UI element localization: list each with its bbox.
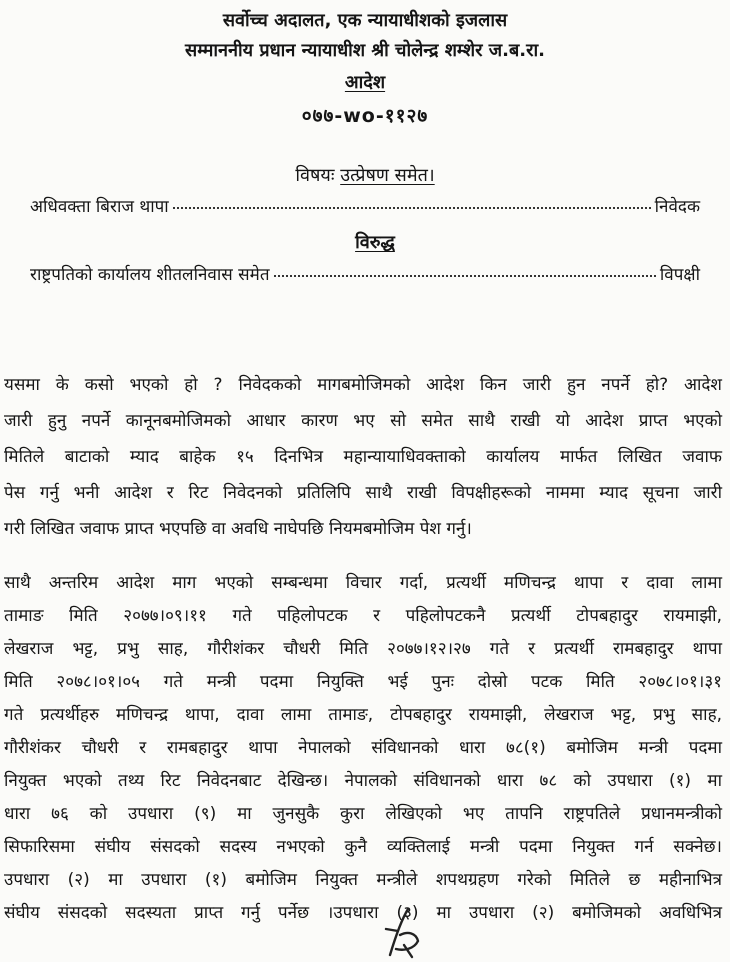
subject-label: विषयः xyxy=(295,165,335,186)
paragraph-line: गते प्रत्यर्थीहरु मणिचन्द्र थापा, दावा लामा तामाङ, टोपबहादुर रायमाझी, लेखराज भट्ट, प्रभु साह, xyxy=(4,705,722,725)
paragraph-line: मिति २०७८।०१।०५ गते मन्त्री पदमा नियुक्ति भई पुनः दोस्रो पटक मिति २०७८।०१।३१ xyxy=(4,672,722,692)
court-bench-title: सर्वोच्च अदालत, एक न्यायाधीशको इजलास xyxy=(222,10,508,31)
paragraph-line: यसमा के कसो भएको हो ? निवेदकको मागबमोजिमको आदेश किन जारी हुन नपर्ने हो? आदेश xyxy=(4,375,722,395)
paragraph-line: तामाङ मिति २०७७।०९।११ गते पहिलोपटक र पहिलोपटकनै प्रत्यर्थी टोपबहादुर रायमाझी, xyxy=(4,606,722,626)
petitioner-role: निवेदक xyxy=(654,197,700,217)
subject-line xyxy=(0,163,730,187)
subject-value: उत्प्रेषण समेत। xyxy=(340,165,435,186)
order-heading: आदेश xyxy=(344,72,386,93)
case-number: ०७७-wo-११२७ xyxy=(301,105,429,127)
paragraph-line: उपधारा (२) मा उपधारा (१) बमोजिम नियुक्त मन्त्रीले शपथग्रहण गरेको मितिले छ महीनाभित्र xyxy=(4,870,722,890)
respondent-line xyxy=(30,262,700,285)
respondent-role: विपक्षी xyxy=(659,265,700,285)
paragraph-line: नियुक्त भएको तथ्य रिट निवेदनबाट देखिन्छ। नेपालको संविधानको धारा ७८ को उपधारा (१) मा xyxy=(4,771,722,791)
paragraph-line: धारा ७६ को उपधारा (९) मा जुनसुकै कुरा लेखिएको भए तापनि राष्ट्रपतिले प्रधानमन्त्रीको xyxy=(4,804,722,824)
paragraph-line: जारी हुनु नपर्ने कानूनबमोजिमको आधार कारण भए सो समेत साथै राखी यो आदेश प्राप्त भएको xyxy=(4,411,722,431)
respondent-name: राष्ट्रपतिको कार्यालय शीतलनिवास समेत xyxy=(30,265,270,285)
paragraph-line: गरी लिखित जवाफ प्राप्त भएपछि वा अवधि नाघेपछि नियमबमोजिम पेश गर्नु। xyxy=(4,519,472,539)
paragraph-line: लेखराज भट्ट, प्रभु साह, गौरीशंकर चौधरी मिति २०७७।१२।२७ गते र प्रत्यर्थी रामबहादुर थापा xyxy=(4,639,722,659)
paragraph-line: गौरीशंकर चौधरी र रामबहादुर थापा नेपालको संविधानको धारा ७८(१) बमोजिम मन्त्री पदमा xyxy=(4,738,722,758)
dotted-leader xyxy=(173,207,651,209)
paragraph-line: संघीय संसदको सदस्यता प्राप्त गर्नु पर्नेछ ।उपधारा (३) मा उपधारा (२) बमोजिमको अवधिभित्र xyxy=(4,903,722,923)
petitioner-name: अधिवक्ता बिराज थापा xyxy=(30,197,169,217)
paragraph-line: मितिले बाटाको म्याद बाहेक १५ दिनभित्र महान्यायाधिवक्ताको कार्यालय मार्फत लिखित जवाफ xyxy=(4,447,722,467)
dotted-leader xyxy=(274,275,656,277)
handwritten-signature xyxy=(378,905,428,962)
paragraph-line: पेस गर्नु भनी आदेश र रिट निवेदनको प्रतिलिपि साथै राखी विपक्षीहरूको नाममा म्याद सूचना जारी xyxy=(4,483,722,503)
versus-heading: विरुद्ध xyxy=(355,232,395,253)
chief-justice-line: सम्माननीय प्रधान न्यायाधीश श्री चोलेन्द्र शम्शेर ज.ब.रा. xyxy=(185,40,545,61)
petitioner-line xyxy=(30,194,700,217)
paragraph-line: सिफारिसमा संघीय संसदको सदस्य नभएको कुनै व्यक्तिलाई मन्त्री पदमा नियुक्त गर्न सक्नेछ। xyxy=(4,837,722,857)
paragraph-line: साथै अन्तरिम आदेश माग भएको सम्बन्धमा विचार गर्दा, प्रत्यर्थी मणिचन्द्र थापा र दावा लामा xyxy=(4,573,722,593)
